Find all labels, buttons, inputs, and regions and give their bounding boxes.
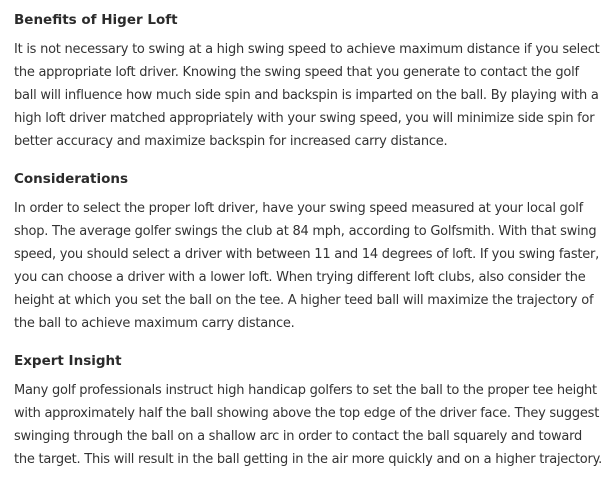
section-benefits — [14, 9, 611, 153]
section-paragraph — [14, 379, 604, 471]
paragraph-line: It is not necessary to swing at a high swing speed to achieve maximum distance if you select — [14, 42, 600, 57]
paragraph-line: height at which you set the ball on the tee. A higher teed ball will maximize the trajectory of — [14, 293, 594, 308]
paragraph-line: high loft driver matched appropriately with your swing speed, you will minimize side spin for — [14, 111, 595, 126]
paragraph-line: In order to select the proper loft driver, have your swing speed measured at your local golf — [14, 201, 583, 216]
paragraph-line: shop. The average golfer swings the club at 84 mph, according to Golfsmith. With that swing — [14, 224, 597, 239]
paragraph-line: ball will influence how much side spin and backspin is imparted on the ball. By playing with a — [14, 88, 599, 103]
paragraph-line: better accuracy and maximize backspin for increased carry distance. — [14, 134, 448, 149]
paragraph-line: the appropriate loft driver. Knowing the swing speed that you generate to contact the golf — [14, 65, 579, 80]
section-paragraph — [14, 197, 604, 335]
paragraph-line: the ball to achieve maximum carry distance. — [14, 316, 295, 331]
section-considerations — [14, 168, 611, 335]
section-heading: Considerations — [14, 171, 129, 187]
section-paragraph — [14, 38, 604, 153]
section-heading: Expert Insight — [14, 353, 122, 369]
paragraph-line: you can choose a driver with a lower loft. When trying different loft clubs, also consider the — [14, 270, 586, 285]
section-heading: Benefits of Higer Loft — [14, 12, 178, 28]
paragraph-line: the target. This will result in the ball getting in the air more quickly and on a higher trajectory. — [14, 452, 603, 467]
paragraph-line: Many golf professionals instruct high handicap golfers to set the ball to the proper tee height — [14, 383, 597, 398]
paragraph-line: speed, you should select a driver with between 11 and 14 degrees of loft. If you swing faster, — [14, 247, 599, 262]
paragraph-line: with approximately half the ball showing above the top edge of the driver face. They suggest — [14, 406, 600, 421]
section-expert-insight — [14, 350, 611, 471]
paragraph-line: swinging through the ball on a shallow arc in order to contact the ball squarely and toward — [14, 429, 583, 444]
